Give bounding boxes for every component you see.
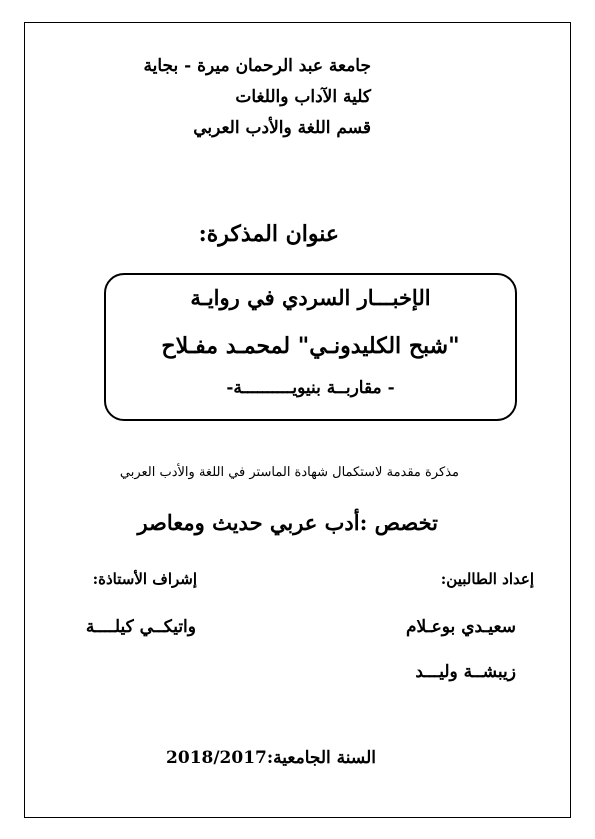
thesis-title-box xyxy=(104,273,517,421)
university-name: جامعة عبد الرحمان ميرة - بجاية xyxy=(143,56,371,76)
memo-title-label: عنوان المذكرة: xyxy=(198,221,339,247)
faculty-name: كلية الآداب واللغات xyxy=(235,87,371,107)
academic-year: السنة الجامعية:2018/2017 xyxy=(166,748,376,768)
supervisor-label: إشراف الأستاذة: xyxy=(92,570,197,588)
thesis-title-line-3: - مقاربــة بنيويــــــــــة- xyxy=(226,378,395,398)
students-label: إعداد الطالبين: xyxy=(440,570,534,588)
submission-statement: مذكرة مقدمة لاستكمال شهادة الماستر في اللغة والأدب العربي xyxy=(119,465,459,480)
student-name-1: سعيـدي بوعـلام xyxy=(405,617,516,637)
student-name-2: زيبشــة وليـــد xyxy=(415,662,516,682)
department-name: قسم اللغة والأدب العربي xyxy=(193,118,371,138)
specialization: تخصص :أدب عربي حديث ومعاصر xyxy=(137,510,438,535)
supervisor-name: واتيكــي كيلــــة xyxy=(85,617,196,637)
thesis-title-line-2: "شبح الكليدونـي" لمحمـد مفـلاح xyxy=(161,333,460,359)
thesis-title-line-1: الإخبـــار السردي في روايـة xyxy=(190,285,431,310)
